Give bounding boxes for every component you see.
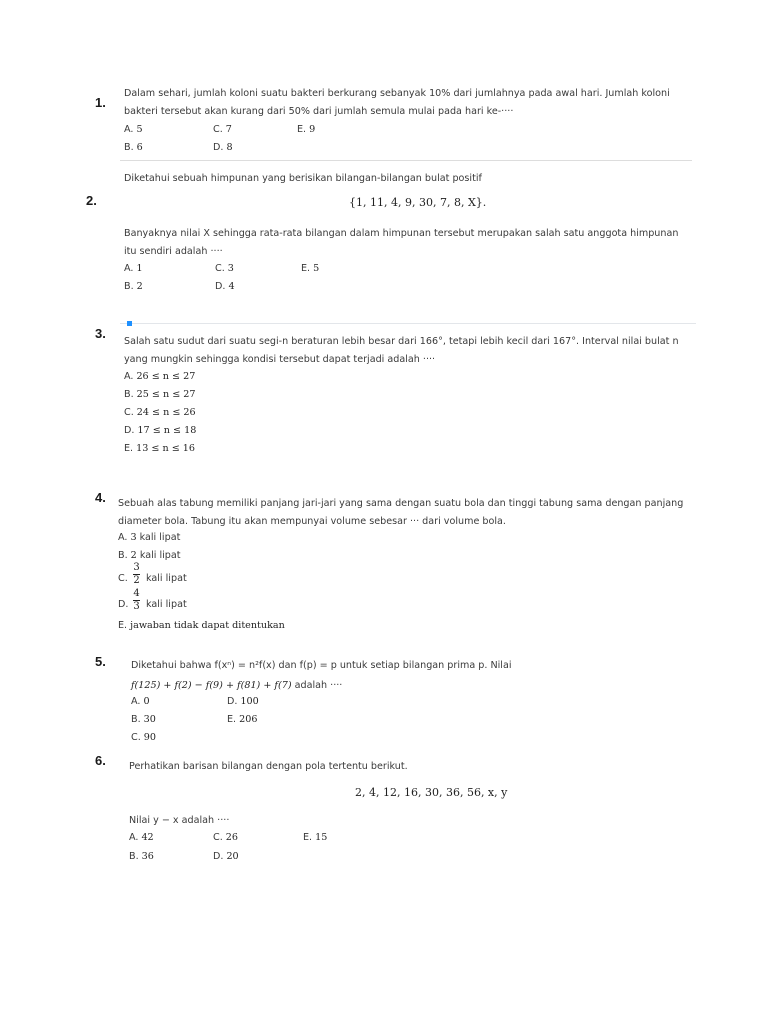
option-label: E.	[118, 620, 128, 631]
math-expression: f(125) + f(2) − f(9) + f(81) + f(7)	[131, 680, 292, 691]
option-value: 17 ≤ n ≤ 18	[137, 425, 197, 436]
option-value: jawaban tidak dapat ditentukan	[130, 620, 285, 631]
option-b[interactable]	[129, 851, 154, 862]
option-value: 20	[226, 851, 239, 862]
option-value: 5	[136, 124, 143, 135]
marker-icon	[127, 321, 132, 326]
option-value: 3	[130, 532, 137, 543]
option-d[interactable]	[215, 281, 235, 292]
option-b[interactable]	[118, 550, 181, 561]
option-value: 206	[239, 714, 258, 725]
fraction-denominator: 2	[133, 575, 140, 586]
option-suffix: kali lipat	[146, 599, 187, 610]
set-expression: {1, 11, 4, 9, 30, 7, 8, X}.	[349, 196, 487, 209]
option-label: B.	[124, 281, 134, 292]
option-b[interactable]	[124, 142, 143, 153]
option-e[interactable]	[301, 263, 319, 274]
option-c[interactable]	[124, 407, 196, 418]
option-label: B.	[118, 550, 128, 561]
option-value: 8	[226, 142, 233, 153]
option-label: A.	[124, 124, 134, 135]
option-label: A.	[124, 263, 134, 274]
question-text: Diketahui bahwa f(xⁿ) = n²f(x) dan f(p) = p untuk setiap bilangan prima p. Nilai	[131, 660, 512, 671]
option-label: A.	[124, 371, 134, 382]
option-label: D.	[118, 599, 129, 610]
option-label: B.	[124, 142, 134, 153]
divider	[120, 160, 692, 161]
option-suffix: kali lipat	[139, 550, 181, 561]
option-value: 25 ≤ n ≤ 27	[136, 389, 196, 400]
option-label: D.	[227, 696, 238, 707]
option-c[interactable]	[213, 124, 232, 135]
question-text: Dalam sehari, jumlah koloni suatu bakteri berkurang sebanyak 10% dari jumlahnya pada awal hari. Jumlah koloni	[124, 88, 670, 99]
option-d[interactable]	[213, 851, 239, 862]
option-label: A.	[118, 532, 128, 543]
option-label: C.	[118, 573, 128, 584]
option-label: E.	[301, 263, 311, 274]
option-value: 26 ≤ n ≤ 27	[136, 371, 196, 382]
option-value: 0	[143, 696, 150, 707]
option-c[interactable]	[131, 732, 156, 743]
option-value: 13 ≤ n ≤ 16	[136, 443, 195, 454]
question-text: Salah satu sudut dari suatu segi-n beraturan lebih besar dari 166°, tetapi lebih kecil dari 167°. Interval nilai bulat n	[124, 336, 679, 347]
question-number: 2.	[86, 193, 97, 208]
option-label: B.	[129, 851, 139, 862]
question-text: Diketahui sebuah himpunan yang berisikan bilangan-bilangan bulat positif	[124, 173, 482, 184]
option-value: 26	[225, 832, 238, 843]
option-label: A.	[131, 696, 141, 707]
sequence-expression: 2, 4, 12, 16, 30, 36, 56, x, y	[355, 786, 508, 799]
option-d[interactable]	[213, 142, 233, 153]
option-d[interactable]	[227, 696, 259, 707]
option-e[interactable]	[124, 443, 195, 454]
option-c[interactable]	[215, 263, 234, 274]
option-label: D.	[213, 142, 224, 153]
option-value: 30	[143, 714, 156, 725]
option-suffix: kali lipat	[146, 573, 187, 584]
question-text	[131, 677, 342, 695]
option-d[interactable]	[124, 425, 196, 436]
option-label: E.	[297, 124, 307, 135]
option-value: 42	[141, 832, 154, 843]
option-a[interactable]	[124, 371, 195, 382]
option-b[interactable]	[124, 389, 196, 400]
option-c[interactable]	[118, 573, 128, 584]
option-label: D.	[124, 425, 135, 436]
question-text: diameter bola. Tabung itu akan mempunyai volume sebesar ··· dari volume bola.	[118, 516, 506, 527]
option-d[interactable]	[118, 599, 128, 610]
option-value: 5	[313, 263, 320, 274]
option-value: 100	[240, 696, 259, 707]
option-e[interactable]	[303, 832, 327, 843]
option-value: 90	[143, 732, 156, 743]
fraction	[133, 563, 140, 586]
fraction	[133, 589, 140, 612]
option-a[interactable]	[129, 832, 154, 843]
option-label: C.	[124, 407, 134, 418]
option-a[interactable]	[131, 696, 150, 707]
option-label: C.	[213, 124, 223, 135]
option-value: 7	[225, 124, 232, 135]
option-suffix: kali lipat	[139, 532, 181, 543]
option-label: E.	[227, 714, 237, 725]
fraction-denominator: 3	[133, 601, 140, 612]
option-a[interactable]	[124, 263, 143, 274]
question-number: 3.	[95, 326, 106, 341]
option-value: 15	[315, 832, 328, 843]
option-a[interactable]	[124, 124, 143, 135]
option-label: C.	[213, 832, 223, 843]
option-b[interactable]	[124, 281, 143, 292]
option-e[interactable]	[118, 620, 285, 631]
question-text: Perhatikan barisan bilangan dengan pola tertentu berikut.	[129, 761, 408, 772]
fraction-numerator: 3	[133, 562, 140, 573]
option-value: 3	[227, 263, 234, 274]
option-label: C.	[131, 732, 141, 743]
option-value: 9	[309, 124, 316, 135]
fraction-numerator: 4	[133, 588, 140, 599]
option-e[interactable]	[297, 124, 315, 135]
question-text: yang mungkin sehingga kondisi tersebut dapat terjadi adalah ····	[124, 354, 436, 365]
option-label: D.	[215, 281, 226, 292]
question-text: Banyaknya nilai X sehingga rata-rata bilangan dalam himpunan tersebut merupakan salah satu anggota himpunan	[124, 228, 679, 239]
option-value: 4	[228, 281, 235, 292]
option-value: 2	[130, 550, 137, 561]
option-value: 24 ≤ n ≤ 26	[136, 407, 196, 418]
option-label: E.	[124, 443, 134, 454]
question-text: itu sendiri adalah ····	[124, 246, 223, 257]
option-a[interactable]	[118, 532, 180, 543]
option-label: D.	[213, 851, 224, 862]
option-label: E.	[303, 832, 313, 843]
option-value: 1	[136, 263, 143, 274]
question-text: bakteri tersebut akan kurang dari 50% dari jumlah semula mulai pada hari ke-····	[124, 106, 514, 117]
option-value: 2	[136, 281, 143, 292]
option-label: A.	[129, 832, 139, 843]
option-e[interactable]	[227, 714, 257, 725]
question-number: 4.	[95, 490, 106, 505]
option-c[interactable]	[213, 832, 238, 843]
question-text: Nilai y − x adalah ····	[129, 815, 230, 826]
option-value: 36	[141, 851, 154, 862]
option-label: B.	[131, 714, 141, 725]
question-number: 6.	[95, 753, 106, 768]
option-b[interactable]	[131, 714, 156, 725]
option-label: B.	[124, 389, 134, 400]
question-number: 1.	[95, 95, 106, 110]
question-number: 5.	[95, 654, 106, 669]
option-value: 6	[136, 142, 143, 153]
divider	[120, 323, 696, 324]
option-label: C.	[215, 263, 225, 274]
question-text: Sebuah alas tabung memiliki panjang jari-jari yang sama dengan suatu bola dan tinggi tabung sama dengan panjang	[118, 498, 684, 509]
question-text-tail: adalah ····	[294, 680, 343, 691]
